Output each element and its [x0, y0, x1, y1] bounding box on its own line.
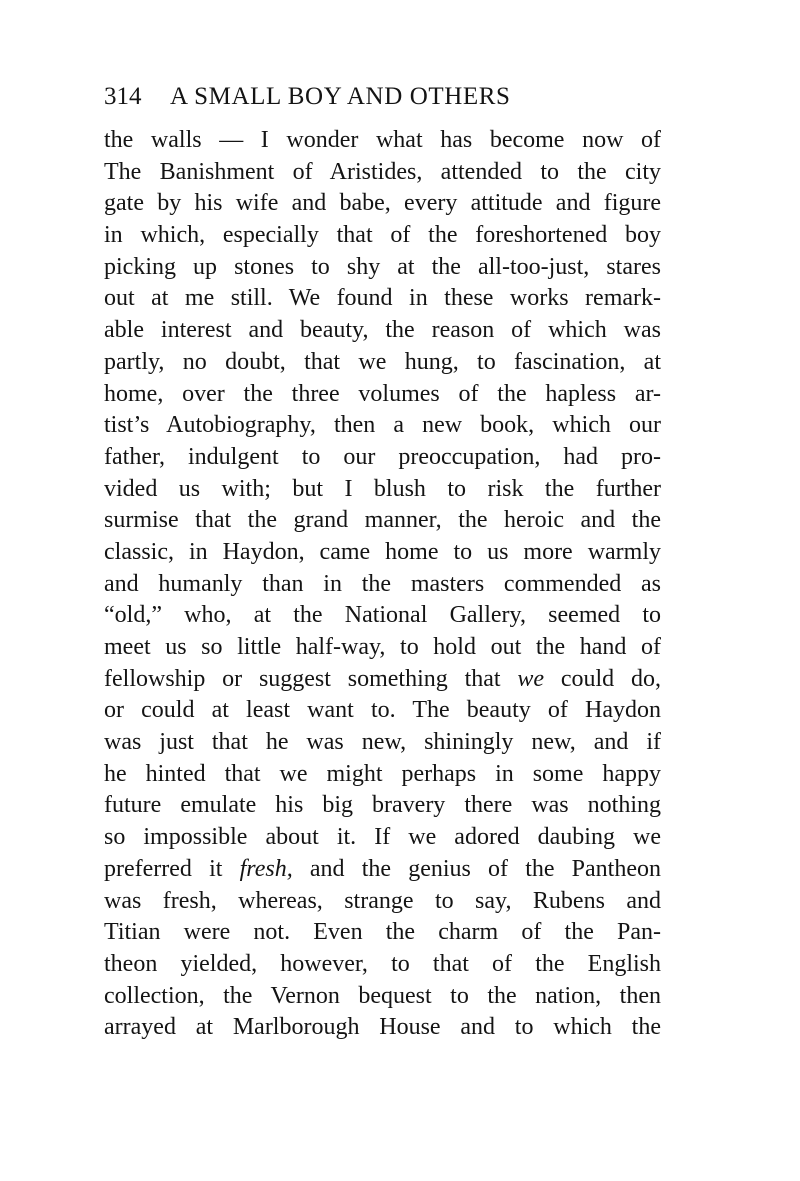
text-run: fellowship or suggest something that: [104, 665, 518, 692]
text-run: future emulate his big bravery there was nothing: [104, 792, 661, 819]
text-run: picking up stones to shy at the all-too-just, stares: [104, 253, 661, 280]
text-run: tist’s Autobiography, then a new book, which our: [104, 412, 661, 439]
text-line: [104, 315, 661, 347]
text-run: the walls — I wonder what has become now of: [104, 127, 661, 153]
italic-word: we: [517, 665, 545, 692]
text-run: could do,: [544, 665, 661, 692]
text-line: [104, 886, 661, 918]
text-run: The Banishment of Aristides, attended to the city: [104, 158, 661, 185]
text-line: [104, 283, 661, 315]
text-line: [104, 379, 661, 411]
text-line: [104, 220, 661, 252]
text-run: and humanly than in the masters commended as: [104, 570, 661, 597]
text-run: was fresh, whereas, strange to say, Rubens and: [104, 887, 661, 914]
text-line: [104, 790, 661, 822]
text-run: able interest and beauty, the reason of which was: [104, 317, 661, 344]
text-run: home, over the three volumes of the hapless ar-: [104, 380, 661, 407]
text-line: [104, 600, 661, 632]
text-run: or could at least want to. The beauty of Haydon: [104, 697, 661, 724]
text-run: so impossible about it. If we adored daubing we: [104, 824, 661, 851]
text-line: [104, 125, 661, 157]
text-run: preferred it: [104, 855, 240, 882]
body-text: [104, 125, 661, 1044]
text-line: [104, 442, 661, 474]
text-run: Titian were not. Even the charm of the Pan-: [104, 919, 661, 946]
text-run: he hinted that we might perhaps in some happy: [104, 760, 661, 787]
text-line: [104, 917, 661, 949]
running-head: [104, 80, 664, 114]
text-line: [104, 347, 661, 379]
text-line: [104, 1012, 661, 1044]
italic-word: fresh,: [239, 855, 293, 882]
text-line: [104, 981, 661, 1013]
text-line: [104, 949, 661, 981]
text-line: [104, 695, 661, 727]
text-line: [104, 157, 661, 189]
text-run: in which, especially that of the foreshortened boy: [104, 222, 661, 249]
text-line: [104, 252, 661, 284]
text-line: [104, 632, 661, 664]
text-line: [104, 188, 661, 220]
text-line: [104, 759, 661, 791]
running-title: A SMALL BOY AND OTHERS: [170, 83, 511, 110]
text-run: meet us so little half-way, to hold out the hand of: [104, 634, 661, 660]
text-run: and the genius of the Pantheon: [292, 855, 662, 882]
text-run: gate by his wife and babe, every attitude and figure: [104, 190, 661, 217]
text-line: [104, 727, 661, 759]
text-line: [104, 854, 661, 886]
text-run: out at me still. We found in these works remark-: [104, 285, 661, 312]
text-run: vided us with; but I blush to risk the further: [104, 475, 661, 502]
text-line: [104, 822, 661, 854]
text-line: [104, 569, 661, 601]
text-line: [104, 474, 661, 506]
text-run: partly, no doubt, that we hung, to fascination, at: [104, 348, 661, 375]
text-run: was just that he was new, shiningly new, and if: [104, 729, 661, 756]
text-line: [104, 410, 661, 442]
text-run: surmise that the grand manner, the heroic and the: [104, 507, 661, 534]
page-number: 314: [104, 83, 142, 110]
text-run: arrayed at Marlborough House and to which the: [104, 1014, 661, 1041]
text-run: theon yielded, however, to that of the English: [104, 950, 661, 977]
text-line: [104, 664, 661, 696]
text-run: “old,” who, at the National Gallery, seemed to: [104, 602, 661, 629]
text-run: father, indulgent to our preoccupation, had pro-: [104, 443, 661, 470]
text-line: [104, 505, 661, 537]
text-run: collection, the Vernon bequest to the nation, then: [104, 982, 661, 1009]
text-run: classic, in Haydon, came home to us more warmly: [104, 538, 661, 565]
text-line: [104, 537, 661, 569]
